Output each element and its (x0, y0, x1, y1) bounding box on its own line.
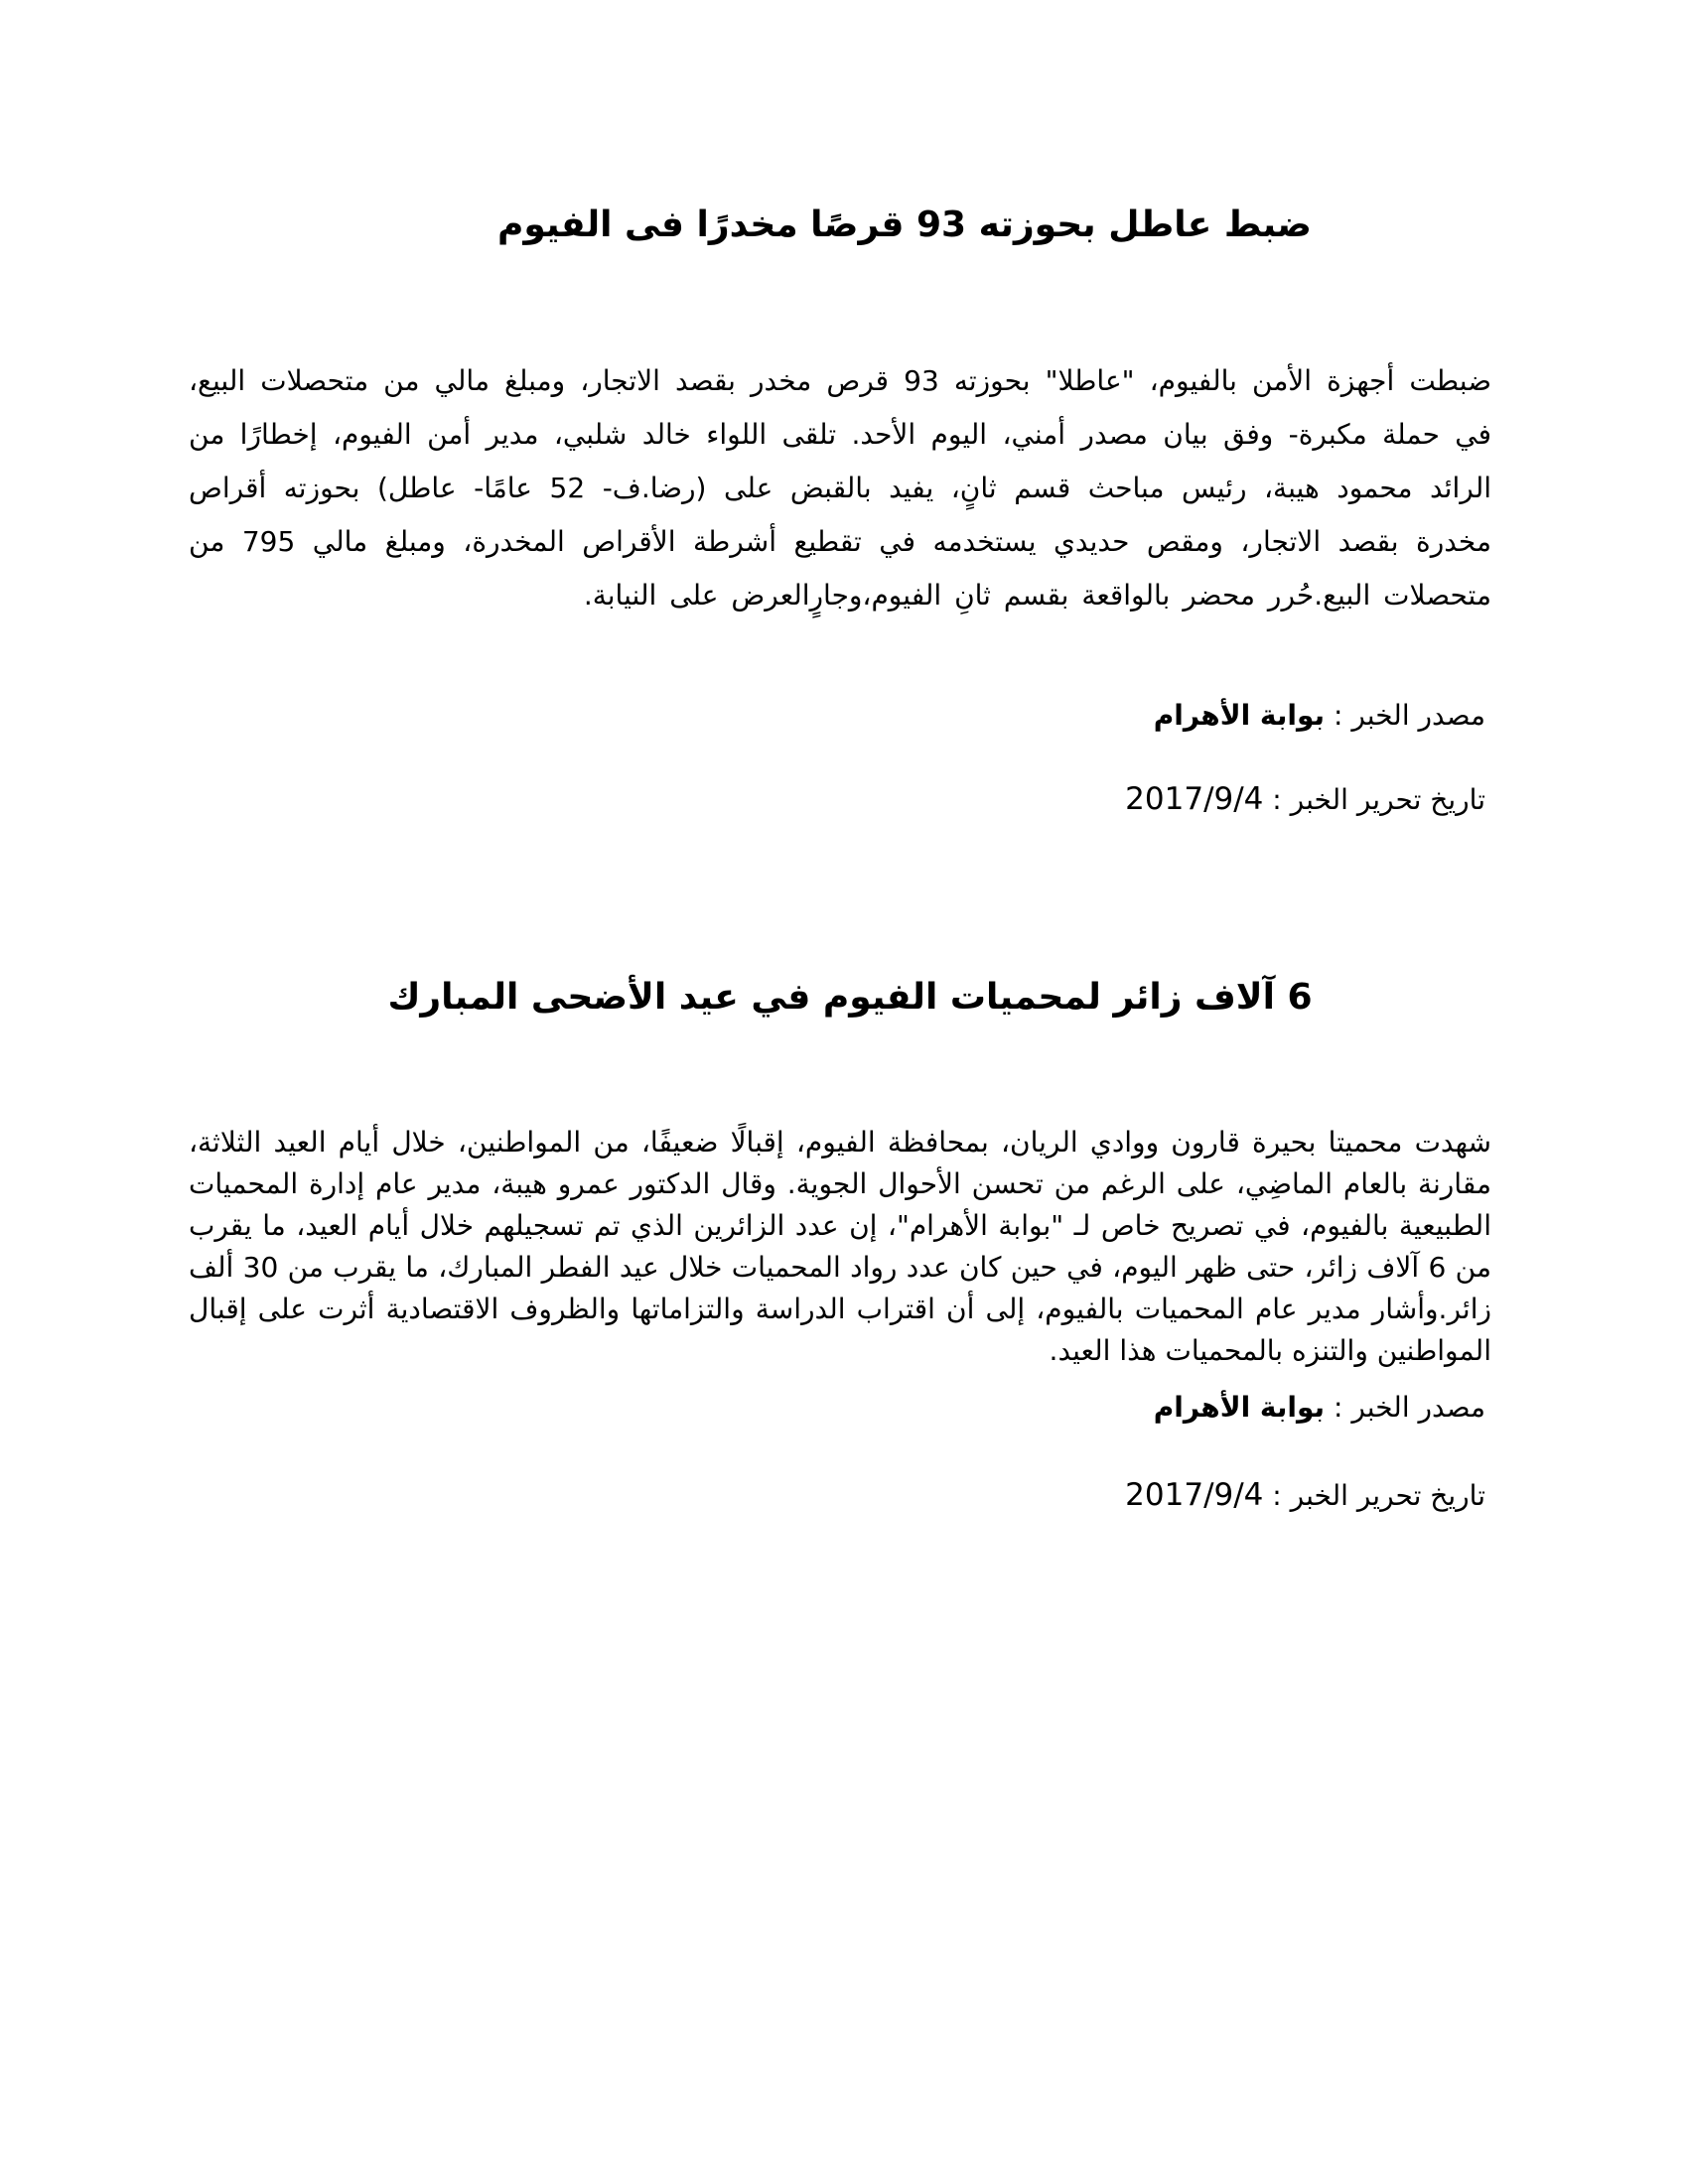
news-date-label: تاريخ تحرير الخبر : (1263, 783, 1485, 816)
news-date-line (189, 1475, 1491, 1516)
document-page (189, 0, 1491, 2184)
news-date-line (189, 779, 1491, 820)
article-headline: 6 آلاف زائر لمحميات الفيوم في عيد الأضحى المبارك (387, 977, 1313, 1018)
news-article (189, 191, 1491, 820)
article-headline: ضبط عاطل بحوزته 93 قرصًا مخدرًا فى الفيوم (497, 205, 1312, 245)
news-source-label: مصدر الخبر : (1325, 1391, 1485, 1424)
news-source-line (189, 1388, 1491, 1428)
article-body: ضبطت أجهزة الأمن بالفيوم، "عاطلا" بحوزته 93 قرص مخدر بقصد الاتجار، ومبلغ مالي من متحصلات البيع، في حملة مكبرة- وفق بيان مصدر أمني، اليوم الأحد. تلقى اللواء خالد شلبي، مدير أمن الفيوم، إخطارًا من الرائد محمود هيبة، رئيس مباحث قسم ثانٍ، يفيد بالقبض على (رضا.ف- 52 عامًا- عاطل) بحوزته أقراص مخدرة بقصد الاتجار، ومقص حديدي يستخدمه في تقطيع أشرطة الأقراص المخدرة، ومبلغ مالي 795 من متحصلات البيع.حُرر محضر بالواقعة بقسم ثانِ الفيوم،وجارٍالعرض على النيابة. (189, 364, 1492, 612)
news-source-value: بوابة الأهرام (1153, 699, 1326, 732)
news-source-label: مصدر الخبر : (1325, 699, 1485, 732)
news-date-label: تاريخ تحرير الخبر : (1263, 1479, 1485, 1512)
news-article (189, 963, 1491, 1516)
news-date-value: 2017/9/4 (1125, 1477, 1264, 1513)
news-date-value: 2017/9/4 (1125, 781, 1264, 817)
news-source-value: بوابة الأهرام (1153, 1391, 1326, 1424)
article-body: شهدت محميتا بحيرة قارون ووادي الريان، بمحافظة الفيوم، إقبالًا ضعيفًا، من المواطنين، خلال أيام العيد الثلاثة، مقارنة بالعام الماضِي، على الرغم من تحسن الأحوال الجوية. وقال الدكتور عمرو هيبة، مدير عام إدارة المحميات الطبيعية بالفيوم، في تصريح خاص لـ "بوابة الأهرام"، إن عدد الزائرين الذي تم تسجيلهم خلال أيام العيد، ما يقرب من 6 آلاف زائر، حتى ظهر اليوم، في حين كان عدد رواد المحميات خلال عيد الفطر المبارك، ما يقرب من 30 ألف زائر.وأشار مدير عام المحميات بالفيوم، إلى أن اقتراب الدراسة والتزاماتها والظروف الاقتصادية أثرت على إقبال المواطنين والتنزه بالمحميات هذا العيد. (189, 1126, 1491, 1367)
news-source-line (189, 696, 1491, 736)
